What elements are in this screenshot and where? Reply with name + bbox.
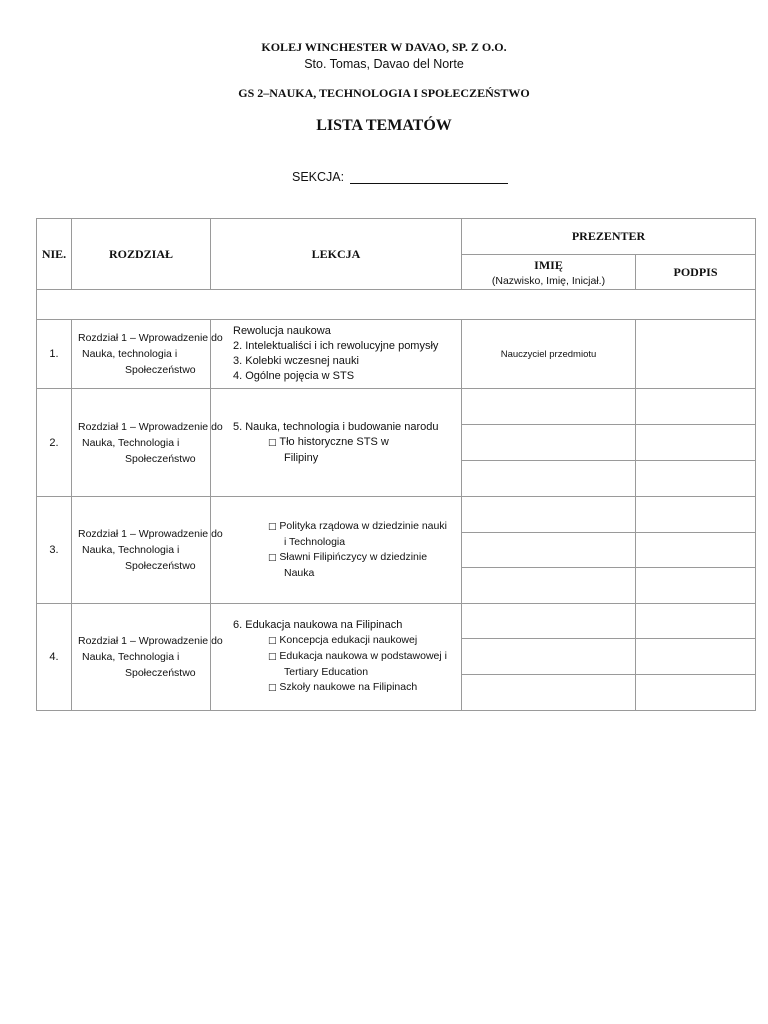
chapter-line: Nauka, technologia i <box>82 348 178 360</box>
section-blank-line[interactable] <box>350 172 508 184</box>
section-field <box>292 170 508 184</box>
header-chapter: ROZDZIAŁ <box>72 219 211 290</box>
bullet-box-icon: □ <box>268 553 277 563</box>
lesson-cell <box>211 497 462 604</box>
header-lesson: LEKCJA <box>211 219 462 290</box>
chapter-line: Rozdział 1 – Wprowadzenie do <box>78 635 223 647</box>
lesson-line: Filipiny <box>284 451 319 464</box>
lesson-line: □ Edukacja naukowa w podstawowej i <box>268 650 447 662</box>
document-title: LISTA TEMATÓW <box>316 117 452 134</box>
chapter-line: Nauka, Technologia i <box>82 651 180 663</box>
row-number: 4. <box>37 604 72 711</box>
signature-cell[interactable] <box>636 568 756 604</box>
signature-cell[interactable] <box>636 320 756 389</box>
lesson-line: 2. Intelektualiści i ich rewolucyjne pomysły <box>233 340 439 352</box>
lesson-line: □ Polityka rządowa w dziedzinie nauki <box>268 520 447 532</box>
chapter-line: Społeczeństwo <box>125 560 196 572</box>
chapter-line: Nauka, Technologia i <box>82 544 180 556</box>
header-name-hint: (Nazwisko, Imię, Inicjał.) <box>491 274 606 287</box>
lesson-line: 5. Nauka, technologia i budowanie narodu <box>233 420 439 433</box>
chapter-line: Społeczeństwo <box>125 452 196 465</box>
lesson-line: □ Szkoły naukowe na Filipinach <box>268 681 418 693</box>
signature-cell[interactable] <box>636 497 756 533</box>
signature-cell[interactable] <box>636 533 756 568</box>
presenter-name-cell[interactable] <box>462 604 636 639</box>
chapter-line: Rozdział 1 – Wprowadzenie do <box>78 420 223 433</box>
lesson-cell <box>211 604 462 711</box>
presenter-name-cell[interactable] <box>462 425 636 461</box>
lesson-line: i Technologia <box>284 536 346 548</box>
presenter-name-cell[interactable] <box>462 675 636 711</box>
row-number: 1. <box>37 320 72 389</box>
lesson-line: 6. Edukacja naukowa na Filipinach <box>233 619 403 631</box>
header-no: NIE. <box>37 219 72 290</box>
section-label: SEKCJA: <box>292 170 345 184</box>
presenter-name-cell[interactable]: Nauczyciel przedmiotu <box>462 320 636 389</box>
lesson-line: 4. Ogólne pojęcia w STS <box>233 370 355 382</box>
signature-cell[interactable] <box>636 604 756 639</box>
presenter-name-cell[interactable] <box>462 533 636 568</box>
bullet-box-icon: □ <box>268 522 277 532</box>
chapter-cell <box>72 604 223 711</box>
lesson-cell <box>211 389 462 497</box>
presenter-name-cell[interactable] <box>462 568 636 604</box>
chapter-line: Społeczeństwo <box>125 364 196 376</box>
lesson-line: Tertiary Education <box>284 666 369 678</box>
chapter-cell <box>72 320 223 389</box>
bullet-box-icon: □ <box>268 437 277 448</box>
spacer-row <box>37 290 756 320</box>
lesson-line: □ Tło historyczne STS w <box>268 435 389 448</box>
header-presenter: PREZENTER <box>462 219 756 255</box>
lesson-line: Nauka <box>284 567 315 579</box>
chapter-line: Nauka, Technologia i <box>82 436 180 449</box>
header-name-label: IMIĘ <box>534 257 563 272</box>
chapter-cell <box>72 389 223 497</box>
signature-cell[interactable] <box>636 675 756 711</box>
presenter-name-cell[interactable] <box>462 389 636 425</box>
lesson-line: □ Koncepcja edukacji naukowej <box>268 634 418 646</box>
chapter-line: Społeczeństwo <box>125 667 196 679</box>
bullet-box-icon: □ <box>268 652 277 662</box>
row-number: 2. <box>37 389 72 497</box>
school-address: Sto. Tomas, Davao del Norte <box>304 57 464 71</box>
row-number: 3. <box>37 497 72 604</box>
course-title: GS 2–NAUKA, TECHNOLOGIA I SPOŁECZEŃSTWO <box>238 86 530 100</box>
signature-cell[interactable] <box>636 461 756 497</box>
chapter-line: Rozdział 1 – Wprowadzenie do <box>78 528 223 540</box>
lesson-line: 3. Kolebki wczesnej nauki <box>233 355 359 367</box>
signature-cell[interactable] <box>636 639 756 675</box>
school-name: KOLEJ WINCHESTER W DAVAO, SP. Z O.O. <box>261 40 507 54</box>
lesson-line: Rewolucja naukowa <box>233 325 331 337</box>
presenter-name-cell[interactable] <box>462 497 636 533</box>
presenter-name-cell[interactable] <box>462 461 636 497</box>
presenter-name-cell[interactable] <box>462 639 636 675</box>
bullet-box-icon: □ <box>268 636 277 646</box>
header-name <box>462 255 636 290</box>
lesson-line: □ Sławni Filipińczycy w dziedzinie <box>268 551 428 563</box>
signature-cell[interactable] <box>636 425 756 461</box>
topics-table <box>36 218 756 711</box>
bullet-box-icon: □ <box>268 683 277 693</box>
signature-cell[interactable] <box>636 389 756 425</box>
lesson-cell <box>211 320 462 389</box>
header-signature: PODPIS <box>636 255 756 290</box>
chapter-line: Rozdział 1 – Wprowadzenie do <box>78 332 223 344</box>
chapter-cell <box>72 497 223 604</box>
